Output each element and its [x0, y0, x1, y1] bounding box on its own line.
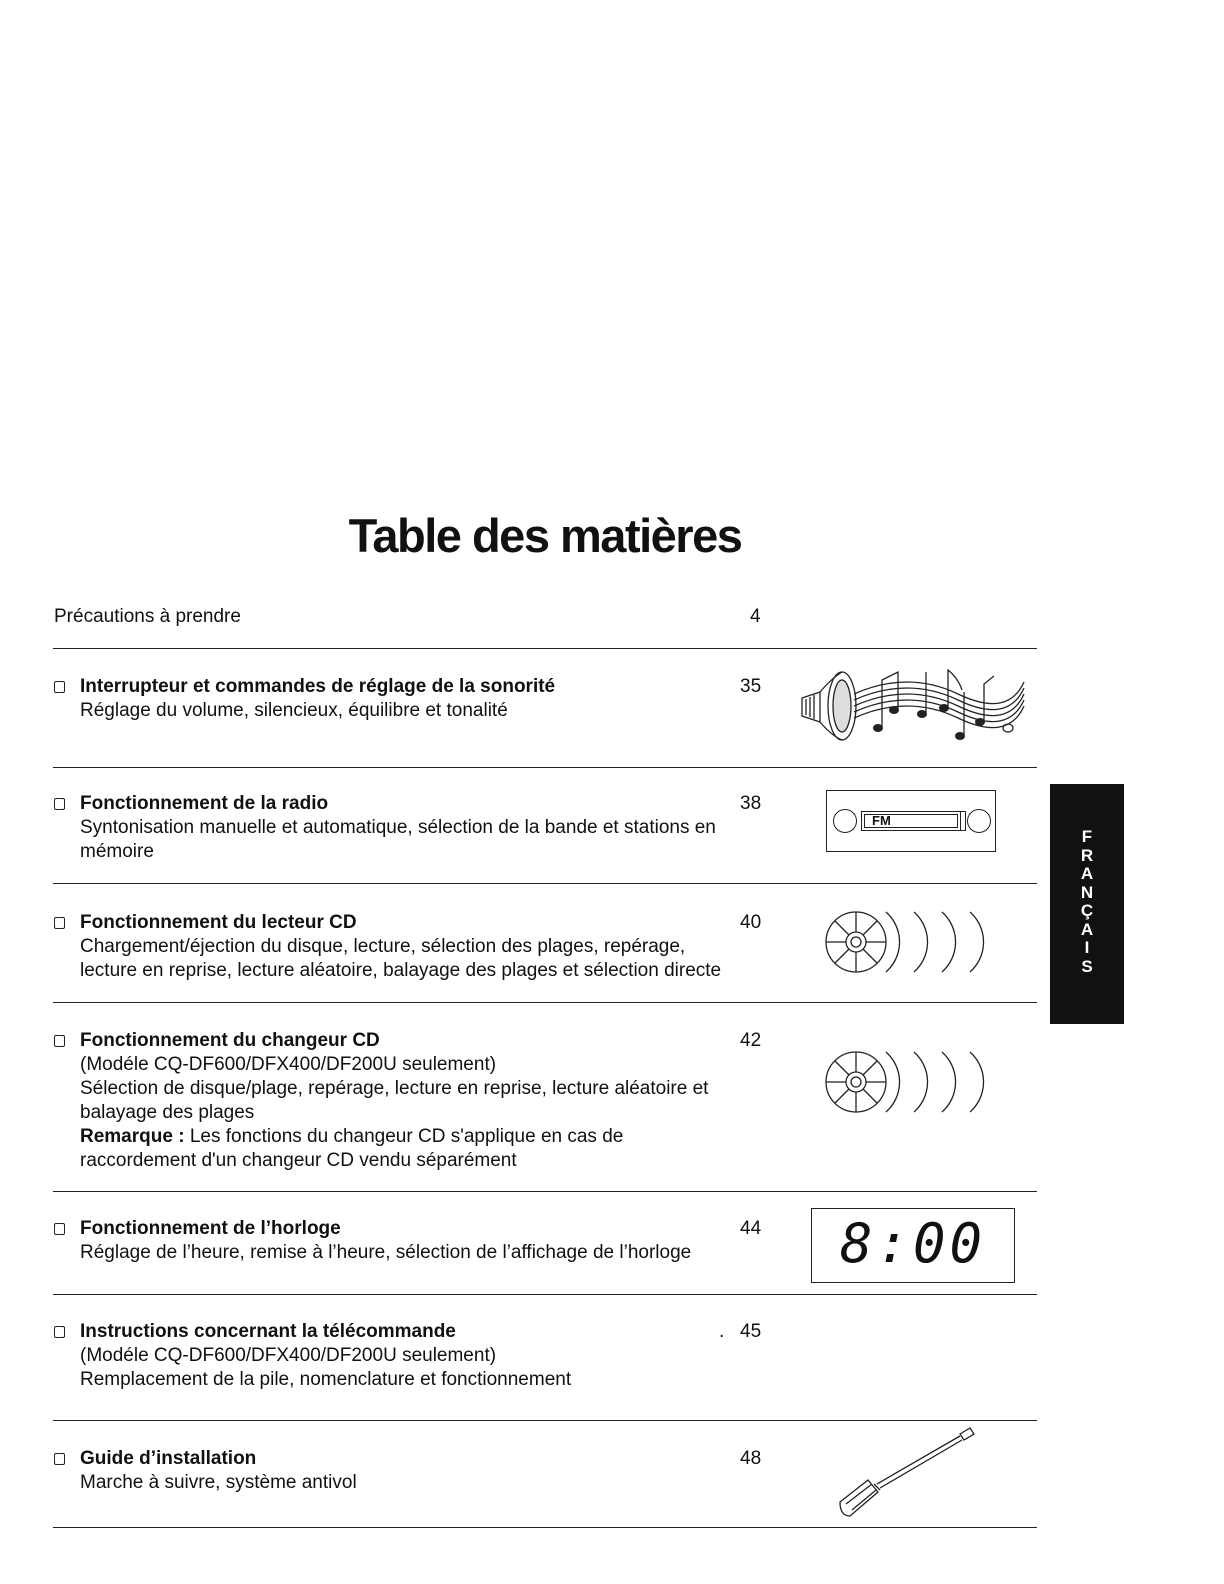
radio-screen — [861, 811, 961, 831]
screwdriver-icon — [834, 1424, 980, 1520]
entry-line: (Modéle CQ-DF600/DFX400/DF200U seulement) — [80, 1345, 497, 1366]
entry-line: mémoire — [80, 841, 154, 862]
note-line: raccordement d'un changeur CD vendu séparément — [80, 1150, 517, 1171]
divider — [53, 1191, 1037, 1192]
entry-line: Chargement/éjection du disque, lecture, sélection des plages, repérage, — [80, 936, 686, 957]
entry-line: Remplacement de la pile, nomenclature et fonctionnement — [80, 1369, 572, 1390]
entry-line: (Modéle CQ-DF600/DFX400/DF200U seulement) — [80, 1054, 497, 1075]
entry-heading: Fonctionnement du lecteur CD — [80, 912, 357, 933]
divider — [53, 1420, 1037, 1421]
divider — [53, 1527, 1037, 1528]
tab-letter: F — [1081, 827, 1093, 846]
checkbox-icon — [54, 798, 65, 810]
preface-label: Précautions à prendre — [54, 606, 241, 627]
divider — [53, 1294, 1037, 1295]
checkbox-icon — [54, 917, 65, 929]
entry-page: 45 — [740, 1321, 762, 1342]
entry-line: balayage des plages — [80, 1102, 255, 1123]
note-text: Les fonctions du changeur CD s'applique en cas de — [189, 1126, 624, 1147]
checkbox-icon — [54, 1223, 65, 1235]
entry-page: 44 — [740, 1218, 762, 1239]
tab-letter: N — [1080, 882, 1094, 902]
entry-line: Syntonisation manuelle et automatique, sélection de la bande et stations en — [80, 817, 716, 838]
checkbox-icon — [54, 1035, 65, 1047]
tab-letter: I — [1084, 938, 1090, 957]
page-title: Table des matières — [348, 509, 742, 562]
entry-line: Marche à suivre, système antivol — [80, 1472, 357, 1493]
entry-page: 35 — [740, 676, 762, 697]
entry-heading: Fonctionnement de la radio — [80, 793, 329, 814]
band-label: FM — [872, 813, 891, 828]
note-label: Remarque : — [80, 1126, 185, 1147]
radio-display-icon — [826, 790, 996, 852]
entry-heading: Guide d’installation — [80, 1448, 257, 1469]
tab-letter: Ç — [1080, 901, 1094, 920]
entry-line: Réglage de l’heure, remise à l’heure, sélection de l’affichage de l’horloge — [80, 1242, 692, 1263]
leader-dot: . — [719, 1321, 725, 1342]
entry-heading: Instructions concernant la télécommande — [80, 1321, 456, 1342]
tab-letter: S — [1081, 956, 1093, 976]
tab-letter: A — [1080, 919, 1094, 939]
entry-line: Sélection de disque/plage, repérage, lecture en reprise, lecture aléatoire et — [80, 1078, 709, 1099]
entry-heading: Fonctionnement du changeur CD — [80, 1030, 380, 1051]
language-tab[interactable] — [1050, 784, 1124, 1024]
entry-line: Réglage du volume, silencieux, équilibre et tonalité — [80, 700, 508, 721]
tab-letter: R — [1080, 845, 1094, 865]
divider — [53, 883, 1037, 884]
entry-page: 40 — [740, 912, 762, 933]
knob-icon — [833, 809, 857, 833]
clock-time: 8:00 — [839, 1212, 987, 1275]
checkbox-icon — [54, 681, 65, 693]
cd-changer-icon — [822, 1046, 1002, 1118]
speaker-music-icon — [798, 664, 1028, 750]
entry-page: 38 — [740, 793, 762, 814]
preface-page: 4 — [750, 606, 761, 627]
entry-page: 42 — [740, 1030, 762, 1051]
entry-heading: Interrupteur et commandes de réglage de la sonorité — [80, 676, 556, 697]
divider — [53, 648, 1037, 649]
clock-display-icon — [811, 1208, 1015, 1283]
entry-heading: Fonctionnement de l’horloge — [80, 1218, 341, 1239]
knob-icon — [967, 809, 991, 833]
checkbox-icon — [54, 1453, 65, 1465]
entry-line: lecture en reprise, lecture aléatoire, balayage des plages et sélection directe — [80, 960, 722, 981]
entry-page: 48 — [740, 1448, 762, 1469]
note-line — [80, 1125, 780, 1149]
divider — [53, 767, 1037, 768]
checkbox-icon — [54, 1326, 65, 1338]
cd-disc-icon — [822, 906, 1002, 978]
divider — [53, 1002, 1037, 1003]
tab-letter: A — [1080, 864, 1094, 883]
